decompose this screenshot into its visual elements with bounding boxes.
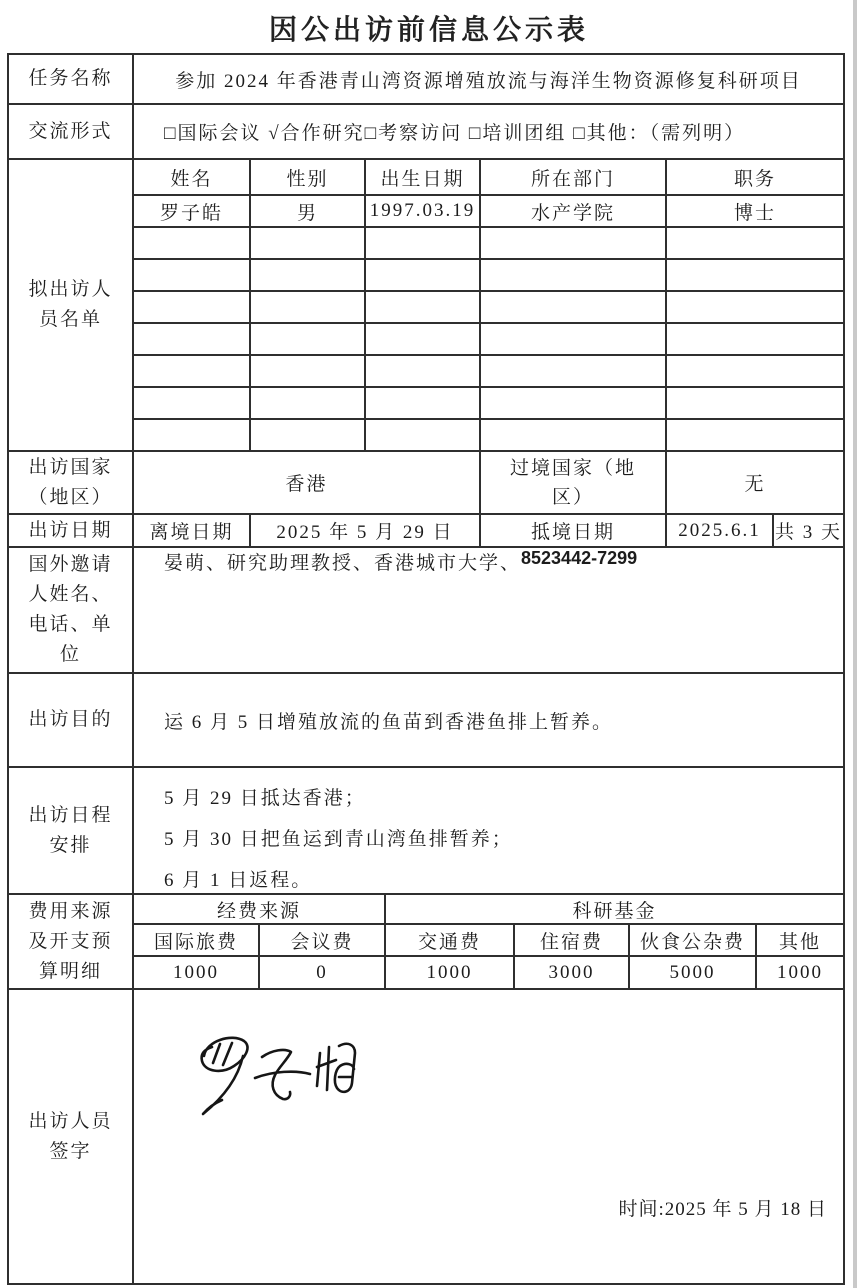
budget-header-transport: 交通费: [386, 925, 515, 955]
signature-area: [134, 990, 843, 1283]
country-value: 香港: [134, 452, 481, 513]
empty-cell: [481, 356, 667, 386]
budget-header-other: 其他: [778, 931, 821, 953]
trip-duration: 共 3 天: [774, 522, 842, 543]
empty-cell: [667, 260, 843, 290]
transit-country-label: [481, 452, 667, 513]
empty-cell: [366, 324, 481, 354]
empty-cell: [134, 356, 251, 386]
member-name: 罗子皓: [134, 196, 251, 226]
country-label: [9, 452, 134, 513]
personnel-header-position: 职务: [733, 168, 776, 190]
empty-cell: [366, 292, 481, 322]
signature-label-line: 出访人员: [28, 1110, 113, 1132]
personnel-empty-row: [134, 324, 843, 356]
row-signature: [9, 990, 843, 1283]
row-exchange-type: [9, 105, 843, 160]
row-purpose: [9, 674, 843, 768]
empty-cell: [134, 260, 251, 290]
transit-label-line: 过境国家（地: [509, 457, 636, 479]
exchange-type-label: 交流形式: [9, 105, 134, 158]
row-country: [9, 452, 843, 515]
row-budget: [9, 895, 843, 990]
budget-value-intl-travel: 1000: [134, 957, 260, 988]
budget-fund-group: 科研基金: [572, 900, 657, 922]
personnel-header-birthdate: 出生日期: [366, 160, 481, 194]
itinerary-label-line: 出访日程: [28, 804, 113, 826]
budget-label: [9, 895, 134, 988]
row-dates: [9, 515, 843, 548]
empty-cell: [481, 324, 667, 354]
budget-group-row: [134, 895, 843, 925]
personnel-label-line: 员名单: [38, 309, 102, 330]
arrival-date-value: 2025.6.1: [667, 515, 774, 546]
budget-label-line: 费用来源: [28, 900, 113, 922]
budget-header-lodging: 住宿费: [515, 925, 630, 955]
member-position: 博士: [733, 202, 776, 224]
dates-label: 出访日期: [9, 515, 134, 546]
transit-label-line: 区）: [551, 486, 594, 508]
exchange-type-checkboxes: □国际会议 √合作研究□考察访问 □培训团组 □其他：（需列明）: [164, 123, 746, 144]
inviter-label: [9, 548, 134, 672]
empty-cell: [134, 388, 251, 418]
personnel-header-department: 所在部门: [481, 160, 667, 194]
budget-value-meals: 5000: [630, 957, 757, 988]
empty-cell: [251, 228, 366, 258]
page-edge-artifact: [853, 0, 857, 1288]
row-inviter: [9, 548, 843, 674]
itinerary-line: 5 月 30 日把鱼运到青山湾鱼排暂养；: [164, 829, 513, 850]
inviter-value: [134, 548, 843, 672]
empty-cell: [251, 356, 366, 386]
budget-value-lodging: 3000: [515, 957, 630, 988]
inviter-label-line: 人姓名、: [28, 584, 113, 605]
empty-cell: [366, 388, 481, 418]
empty-cell: [134, 228, 251, 258]
empty-cell: [134, 324, 251, 354]
personnel-label-line: 拟出访人: [28, 279, 113, 300]
departure-date-label: 离境日期: [134, 515, 251, 546]
empty-cell: [667, 388, 843, 418]
personnel-empty-row: [134, 228, 843, 260]
empty-cell: [134, 420, 251, 450]
signature-date: 时间:2025 年 5 月 18 日: [618, 1199, 827, 1220]
inviter-label-line: 国外邀请: [28, 554, 113, 575]
empty-cell: [667, 292, 843, 322]
empty-cell: [481, 292, 667, 322]
empty-cell: [481, 228, 667, 258]
personnel-empty-row: [134, 356, 843, 388]
row-task: [9, 55, 843, 105]
inviter-label-line: 电话、单: [28, 614, 113, 635]
empty-cell: [134, 292, 251, 322]
empty-cell: [251, 388, 366, 418]
empty-cell: [481, 420, 667, 450]
arrival-date-label: 抵境日期: [481, 515, 667, 546]
itinerary-label-line: 安排: [49, 834, 92, 856]
empty-cell: [667, 228, 843, 258]
itinerary-value: [134, 768, 843, 893]
empty-cell: [251, 420, 366, 450]
empty-cell: [251, 324, 366, 354]
purpose-label: 出访目的: [9, 674, 134, 766]
personnel-empty-row: [134, 260, 843, 292]
empty-cell: [667, 420, 843, 450]
personnel-member-row: [134, 196, 843, 228]
signature-label-line: 签字: [49, 1140, 92, 1162]
budget-value-conference: 0: [260, 957, 386, 988]
itinerary-line: 6 月 1 日返程。: [164, 870, 313, 891]
personnel-empty-row: [134, 388, 843, 420]
itinerary-label: [9, 768, 134, 893]
member-gender: 男: [251, 196, 366, 226]
personnel-label: [9, 160, 134, 450]
empty-cell: [366, 260, 481, 290]
budget-table: [134, 895, 843, 988]
budget-label-line: 算明细: [38, 960, 102, 982]
member-birthdate: 1997.03.19: [366, 196, 481, 226]
budget-values-row: [134, 957, 843, 988]
personnel-empty-row: [134, 420, 843, 450]
signature-label: [9, 990, 134, 1283]
departure-date-value: 2025 年 5 月 29 日: [251, 515, 481, 546]
budget-label-line: 及开支预: [28, 930, 113, 952]
budget-value-other: 1000: [777, 961, 823, 983]
budget-header-row: [134, 925, 843, 957]
signature-handwriting-image: [186, 1026, 361, 1121]
budget-header-intl-travel: 国际旅费: [134, 925, 260, 955]
empty-cell: [481, 260, 667, 290]
budget-header-meals: 伙食公杂费: [630, 925, 757, 955]
empty-cell: [251, 292, 366, 322]
member-department: 水产学院: [481, 196, 667, 226]
personnel-header-row: [134, 160, 843, 196]
budget-source-group: 经费来源: [134, 895, 386, 923]
budget-value-transport: 1000: [386, 957, 515, 988]
country-label-line: （地区）: [28, 486, 113, 508]
empty-cell: [251, 260, 366, 290]
inviter-label-line: 位: [59, 644, 81, 665]
task-value: 参加 2024 年香港青山湾资源增殖放流与海洋生物资源修复科研项目: [175, 70, 802, 92]
purpose-value: 运 6 月 5 日增殖放流的鱼苗到香港鱼排上暂养。: [164, 711, 614, 733]
itinerary-line: 5 月 29 日抵达香港；: [164, 788, 366, 809]
form-table: [7, 53, 845, 1285]
empty-cell: [667, 324, 843, 354]
empty-cell: [481, 388, 667, 418]
empty-cell: [366, 356, 481, 386]
row-personnel: [9, 160, 843, 452]
personnel-table: [134, 160, 843, 450]
empty-cell: [667, 356, 843, 386]
inviter-text: 晏萌、研究助理教授、香港城市大学、: [164, 553, 522, 574]
country-label-line: 出访国家: [28, 456, 113, 478]
row-itinerary: [9, 768, 843, 895]
transit-country-value: 无: [744, 474, 766, 495]
budget-header-conference: 会议费: [260, 925, 386, 955]
task-label: 任务名称: [9, 55, 134, 103]
empty-cell: [366, 228, 481, 258]
empty-cell: [366, 420, 481, 450]
personnel-header-name: 姓名: [134, 160, 251, 194]
personnel-header-gender: 性别: [251, 160, 366, 194]
page-title: 因公出访前信息公示表: [268, 15, 589, 46]
personnel-empty-row: [134, 292, 843, 324]
inviter-phone: 8523442-7299: [521, 548, 638, 568]
